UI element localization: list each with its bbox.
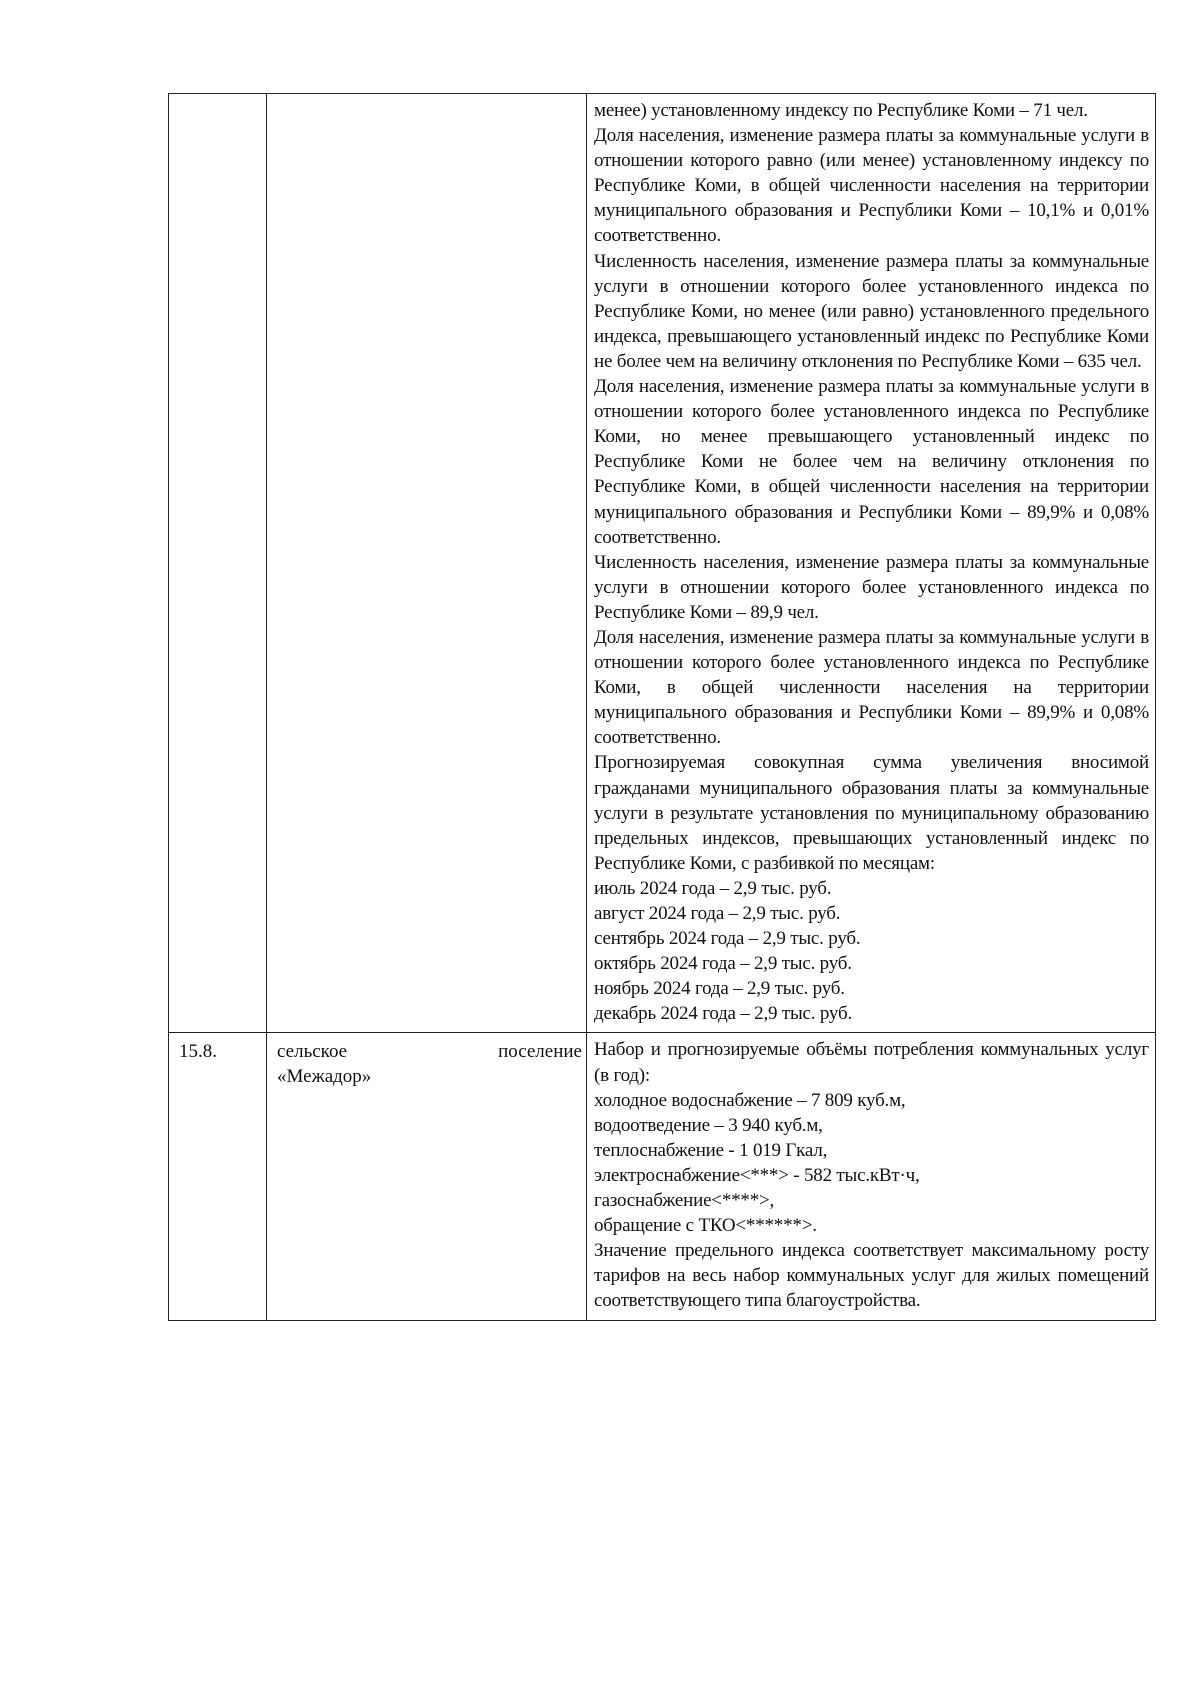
service-volume-line: водоотведение – 3 940 куб.м, (594, 1114, 823, 1136)
service-volume-line: обращение с ТКО<******>. (594, 1215, 817, 1237)
description-paragraph: менее) установленному индексу по Республике Коми – 71 чел. (594, 100, 1088, 121)
description-paragraph: Доля населения, изменение размера платы за коммунальные услуги в отношении которого более установленного индекса по Республике Коми, в общей численности населения на территории муниципального образования и Республики Коми – 89,9% и 0,08% соответственно. (594, 626, 1149, 749)
description-paragraph: Значение предельного индекса соответствует максимальному росту тарифов на весь набор коммунальных услуг для жилых помещений соответствующего типа благоустройства. (594, 1240, 1149, 1312)
monthly-amount-line: июль 2024 года – 2,9 тыс. руб. (594, 877, 832, 899)
row-name-cell (267, 94, 587, 1033)
description-paragraph: Численность населения, изменение размера платы за коммунальные услуги в отношении которого более установленного индекса по Республике Коми – 89,9 чел. (594, 551, 1149, 623)
description-paragraph: Набор и прогнозируемые объёмы потребления коммунальных услуг (в год): (594, 1039, 1149, 1086)
row-name-word: поселение (498, 1041, 582, 1063)
row-number: 15.8. (179, 1041, 217, 1063)
service-volume-line: электроснабжение<***> - 582 тыс.кВт·ч, (594, 1164, 920, 1186)
row-description-cell (587, 1033, 1156, 1320)
description-paragraph: Прогнозируемая совокупная сумма увеличения вносимой гражданами муниципального образования платы за коммунальные услуги в результате установления по муниципальному образованию предельных индексов, превышающих установленный индекс по Республике Коми, с разбивкой по месяцам: (594, 752, 1149, 874)
row-name-line: «Межадор» (277, 1066, 372, 1088)
table-row (169, 1033, 1156, 1320)
monthly-amount-line: октябрь 2024 года – 2,9 тыс. руб. (594, 953, 852, 975)
row-name (267, 1039, 586, 1089)
row-name-word: сельское (277, 1041, 348, 1063)
table-row (169, 94, 1156, 1033)
service-volume-line: холодное водоснабжение – 7 809 куб.м, (594, 1089, 906, 1111)
service-volume-line: теплоснабжение - 1 019 Гкал, (594, 1139, 828, 1161)
description-paragraph: Доля населения, изменение размера платы за коммунальные услуги в отношении которого равно (или менее) установленному индексу по Республике Коми, в общей численности населения на территории муниципального образования и Республики Коми – 10,1% и 0,01% соответственно. (594, 125, 1149, 247)
description-paragraph: Доля населения, изменение размера платы за коммунальные услуги в отношении которого более установленного индекса по Республике Коми, но менее превышающего установленный индекс по Республике Коми не более чем на величину отклонения по Республике Коми, в общей численности населения на территории муниципального образования и Республики Коми – 89,9% и 0,08% соответственно. (594, 376, 1149, 548)
monthly-amount-line: август 2024 года – 2,9 тыс. руб. (594, 903, 841, 924)
monthly-amount-line: декабрь 2024 года – 2,9 тыс. руб. (594, 1003, 852, 1025)
description-paragraph: Численность населения, изменение размера платы за коммунальные услуги в отношении которого более установленного индекса по Республике Коми, но менее (или равно) установленного предельного индекса, превышающего установленный индекс по Республике Коми не более чем на величину отклонения по Республике Коми – 635 чел. (594, 250, 1149, 372)
row-description-cell (587, 94, 1156, 1033)
monthly-amount-line: ноябрь 2024 года – 2,9 тыс. руб. (594, 978, 845, 1000)
row-number-cell (169, 94, 267, 1033)
monthly-amount-line: сентябрь 2024 года – 2,9 тыс. руб. (594, 928, 861, 950)
row-number-cell (169, 1033, 267, 1320)
document-table (168, 93, 1156, 1321)
service-volume-line: газоснабжение<****>, (594, 1190, 775, 1212)
row-name-cell (267, 1033, 587, 1320)
